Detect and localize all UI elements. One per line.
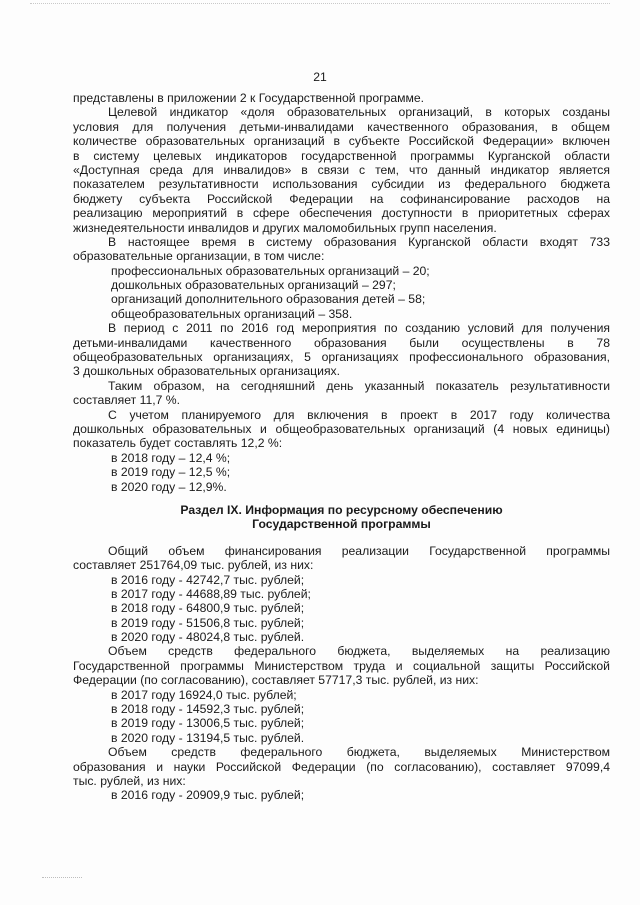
list-item: в 2017 году - 44688,89 тыс. рублей; bbox=[111, 586, 311, 601]
total-financing-list bbox=[73, 573, 610, 645]
text-line: Федерации (по согласованию), составляет 57717,3 тыс. рублей, из них: bbox=[73, 673, 479, 688]
text-line: составляет 11,7 %. bbox=[73, 393, 180, 408]
list-item: в 2020 году - 13194,5 тыс. рублей. bbox=[111, 730, 305, 745]
list-item: в 2019 году - 51506,8 тыс. рублей; bbox=[111, 615, 305, 630]
education-ministry-list bbox=[73, 788, 610, 802]
paragraph-period-2011-2016 bbox=[73, 321, 610, 379]
text-line: составляет 251764,09 тыс. рублей, из них: bbox=[73, 558, 314, 573]
text-line: Объем средств федерального бюджета, выделяемых на реализацию bbox=[108, 644, 610, 659]
labor-ministry-list bbox=[73, 688, 610, 746]
text-line: количестве образовательных организаций в субъекте Российской Федерации» включен bbox=[73, 134, 610, 149]
text-line: в систему целевых индикаторов государственной программы Курганской области bbox=[73, 148, 610, 163]
list-item: в 2018 году - 14592,3 тыс. рублей; bbox=[111, 702, 305, 717]
text-line: реализацию мероприятий в сфере обеспечения доступности в приоритетных сферах bbox=[73, 206, 610, 221]
text-line: образования и науки Российской Федерации (по согласованию), составляет 97099,4 bbox=[73, 759, 610, 774]
text-line: С учетом планируемого для включения в проект в 2017 году количества bbox=[108, 407, 610, 422]
organizations-list bbox=[73, 264, 610, 322]
text-line: Государственной программы Министерством труда и социальной защиты Российской bbox=[73, 658, 610, 673]
list-item: в 2019 году – 12,5 %; bbox=[111, 465, 231, 480]
text-line: детьми-инвалидами качественного образования были осуществлены в 78 bbox=[73, 335, 610, 350]
text-line: В период с 2011 по 2016 год мероприятия по созданию условий для получения bbox=[108, 321, 610, 336]
text-line: образовательные организации, в том числе: bbox=[73, 249, 325, 264]
list-item: организаций дополнительного образования детей – 58; bbox=[111, 292, 426, 307]
list-item: профессиональных образовательных организаций – 20; bbox=[111, 263, 430, 278]
list-item: в 2020 году - 48024,8 тыс. рублей. bbox=[111, 630, 305, 645]
section-heading bbox=[73, 503, 610, 532]
text-line: Таким образом, на сегодняшний день указанный показатель результативности bbox=[108, 378, 610, 393]
text-line: Объем средств федерального бюджета, выделяемых Министерством bbox=[108, 745, 610, 760]
text-line: дошкольных образовательных и общеобразовательных организаций (4 новых единицы) bbox=[73, 421, 610, 436]
list-item: общеобразовательных организаций – 358. bbox=[111, 306, 353, 321]
text-line: условия для получения детьми-инвалидами качественного образования, в общем bbox=[73, 119, 610, 134]
text-line: показатель будет составлять 12,2 %: bbox=[73, 436, 283, 451]
list-item: в 2020 году – 12,9%. bbox=[111, 479, 227, 494]
section-heading-line: Раздел IX. Информация по ресурсному обеспечению bbox=[180, 502, 503, 517]
section-heading-line: Государственной программы bbox=[252, 517, 431, 532]
forecast-list bbox=[73, 451, 610, 494]
page-number: 21 bbox=[313, 70, 327, 84]
paragraph-education-ministry bbox=[73, 745, 610, 788]
paragraph-target-indicator bbox=[73, 105, 610, 235]
text-line: тыс. рублей, из них: bbox=[73, 773, 186, 788]
list-item: в 2019 году - 13006,5 тыс. рублей; bbox=[111, 716, 305, 731]
text-line: В настоящее время в систему образования Курганской области входят 733 bbox=[108, 234, 610, 249]
text-line: Целевой индикатор «доля образовательных организаций, в которых созданы bbox=[108, 105, 610, 120]
list-item: в 2018 году – 12,4 %; bbox=[111, 450, 231, 465]
document-body bbox=[73, 91, 610, 803]
paragraph-planned-2017 bbox=[73, 408, 610, 451]
list-item: в 2017 году 16924,0 тыс. рублей; bbox=[111, 687, 297, 702]
list-item: в 2016 году - 20909,9 тыс. рублей; bbox=[111, 788, 305, 803]
scan-artifact-top bbox=[30, 3, 610, 5]
list-item: дошкольных образовательных организаций – 297; bbox=[111, 278, 396, 293]
text-line: общеобразовательных организациях, 5 организациях профессионального образования, bbox=[73, 350, 610, 365]
list-item: в 2016 году - 42742,7 тыс. рублей; bbox=[111, 572, 305, 587]
paragraph-education-system bbox=[73, 235, 610, 264]
text-line: бюджету субъекта Российской Федерации на софинансирование расходов на bbox=[73, 191, 610, 206]
text-line: 3 дошкольных образовательных организациях. bbox=[73, 364, 341, 379]
text-line: представлены в приложении 2 к Государственной программе. bbox=[73, 91, 425, 105]
text-line: «Доступная среда для инвалидов» в связи с тем, что данный индикатор является bbox=[73, 162, 610, 177]
scan-artifact-bottom bbox=[42, 877, 82, 879]
text-line: жизнедеятельности инвалидов и других маломобильных групп населения. bbox=[73, 220, 497, 235]
paragraph-total-financing bbox=[73, 544, 610, 573]
list-item: в 2018 году - 64800,9 тыс. рублей; bbox=[111, 601, 305, 616]
paragraph-current-value bbox=[73, 379, 610, 408]
text-line: показателем результативности использования субсидии из федерального бюджета bbox=[73, 177, 610, 192]
text-line: Общий объем финансирования реализации Государственной программы bbox=[108, 543, 610, 558]
paragraph-labor-ministry bbox=[73, 644, 610, 687]
